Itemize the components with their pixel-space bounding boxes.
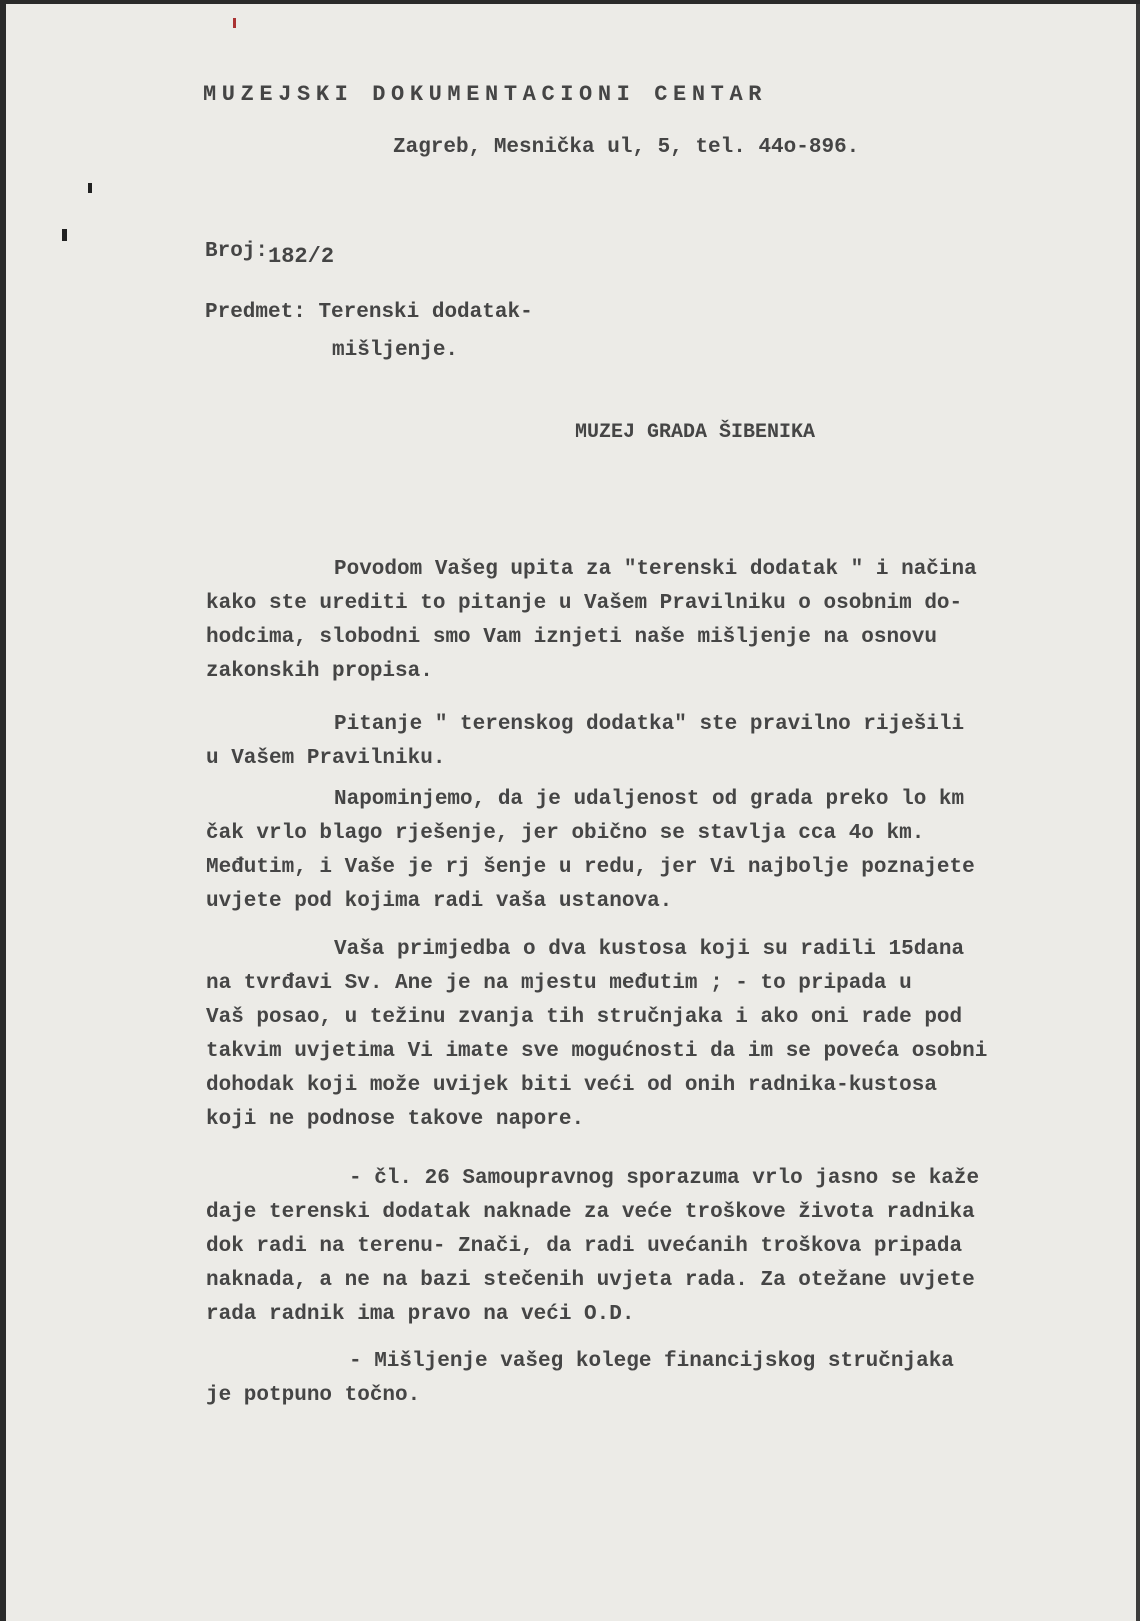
paragraph-line: Vaša primjedba o dva kustosa koji su radili 15dana [334,938,965,961]
scan-edge-top [0,0,1140,4]
letterhead-institution: MUZEJSKI DOKUMENTACIONI CENTAR [203,82,768,107]
subject-line-2: mišljenje. [332,339,459,362]
paragraph-line: čak vrlo blago rješenje, jer obično se stavlja cca 4o km. [206,822,925,845]
letterhead-address: Zagreb, Mesnička ul, 5, tel. 44o-896. [393,136,860,159]
body-paragraph-3 [206,783,975,919]
paragraph-line: rada radnik ima pravo na veći O.D. [206,1303,635,1326]
body-paragraph-5 [206,1162,979,1332]
body-paragraph-6 [206,1345,954,1413]
paragraph-line: dok radi na terenu- Znači, da radi uvećanih troškova pripada [206,1235,963,1258]
scan-edge-left [0,0,6,1621]
paragraph-line: hodcima, slobodni smo Vam iznjeti naše mišljenje na osnovu [206,626,937,649]
paragraph-line: - Mišljenje vašeg kolege financijskog stručnjaka [349,1350,954,1373]
recipient: MUZEJ GRADA ŠIBENIKA [575,421,816,444]
subject-label: Predmet: [205,301,306,324]
punch-mark [233,18,236,28]
reference-label: Broj: [205,240,269,263]
reference-number [205,240,335,269]
body-paragraph-2 [206,708,964,776]
punch-mark [62,229,67,241]
subject-text: Terenski dodatak- [318,301,533,324]
paragraph-line: Povodom Vašeg upita za "terenski dodatak " i načina [334,558,977,581]
paragraph-line: takvim uvjetima Vi imate sve mogućnosti da im se poveća osobni [206,1040,988,1063]
paragraph-line: Napominjemo, da je udaljenost od grada preko lo km [334,788,965,811]
paragraph-line: kako ste urediti to pitanje u Vašem Pravilniku o osobnim do- [206,592,963,615]
paragraph-line: dohodak koji može uvijek biti veći od onih radnika-kustosa [206,1074,937,1097]
paragraph-line: na tvrđavi Sv. Ane je na mjestu međutim ; - to pripada u [206,972,912,995]
paragraph-line: Vaš posao, u težinu zvanja tih stručnjaka i ako oni rade pod [206,1006,963,1029]
paragraph-line: u Vašem Pravilniku. [206,747,446,770]
reference-value: 182/2 [268,244,335,269]
scan-edge-right [1136,0,1140,1621]
paragraph-line: Međutim, i Vaše je rj šenje u redu, jer Vi najbolje poznajete [206,856,975,879]
paragraph-line: - čl. 26 Samoupravnog sporazuma vrlo jasno se kaže [349,1167,980,1190]
paragraph-line: zakonskih propisa. [206,660,433,683]
paragraph-line: naknada, a ne na bazi stečenih uvjeta rada. Za otežane uvjete [206,1269,975,1292]
paragraph-line: koji ne podnose takove napore. [206,1108,585,1131]
paragraph-line: je potpuno točno. [206,1384,421,1407]
punch-mark [88,183,92,193]
paragraph-line: daje terenski dodatak naknade za veće troškove života radnika [206,1201,975,1224]
paragraph-line: Pitanje " terenskog dodatka" ste pravilno riješili [334,713,965,736]
body-paragraph-4 [206,933,987,1137]
body-paragraph-1 [206,553,977,689]
paragraph-line: uvjete pod kojima radi vaša ustanova. [206,890,673,913]
subject-line [205,302,533,323]
